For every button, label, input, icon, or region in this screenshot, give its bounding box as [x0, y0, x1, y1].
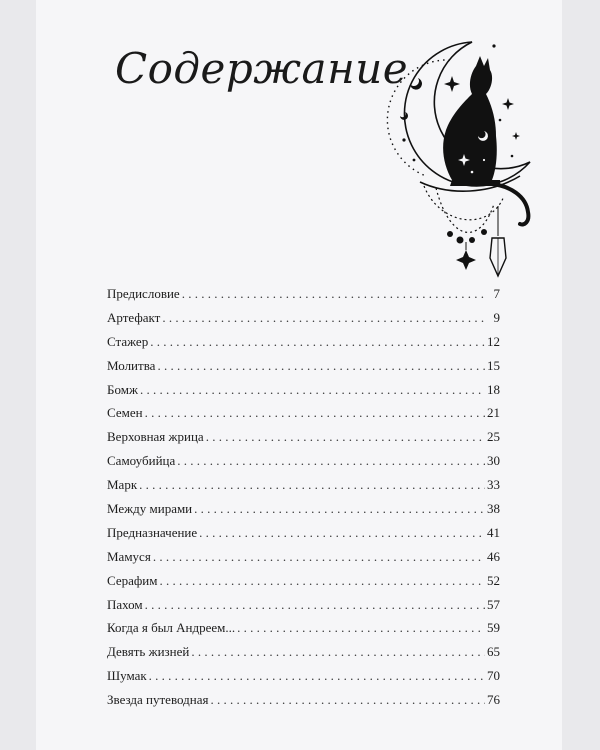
toc-entry-page: 25	[487, 429, 500, 445]
toc-entry[interactable]	[107, 477, 500, 501]
toc-entry-page: 70	[487, 668, 500, 684]
toc-entry-title: Мамуся	[107, 548, 151, 564]
toc-entry[interactable]	[107, 501, 500, 525]
toc-entry-page: 12	[487, 333, 500, 349]
toc-entry[interactable]	[107, 525, 500, 549]
toc-entry-title: Предисловие	[107, 286, 180, 301]
toc-entry[interactable]	[107, 382, 500, 406]
toc-entry-page: 46	[487, 548, 500, 564]
toc-leader-dots	[206, 429, 485, 445]
toc-leader-dots	[162, 310, 488, 326]
toc-entry-title: Пахом	[107, 596, 143, 612]
toc-entry[interactable]	[107, 358, 500, 382]
toc-entry-title: Серафим	[107, 572, 158, 588]
toc-leader-dots	[145, 405, 485, 421]
toc-entry[interactable]	[107, 334, 500, 358]
toc-entry-title: Семен	[107, 405, 143, 421]
toc-leader-dots	[157, 358, 485, 374]
toc-leader-dots	[153, 549, 485, 565]
crescent-moon-cat-icon	[380, 36, 540, 286]
toc-entry-title: Звезда путеводная	[107, 692, 209, 708]
toc-entry-title: Когда я был Андреем...	[107, 620, 236, 636]
toc-leader-dots	[139, 477, 485, 493]
toc-entry-title: Шумак	[107, 668, 147, 684]
toc-leader-dots	[210, 692, 485, 708]
toc-leader-dots	[191, 644, 485, 660]
toc-leader-dots	[199, 525, 485, 541]
toc-entry-page: 9	[493, 309, 500, 325]
toc-entry-title: Бомж	[107, 381, 138, 397]
toc-entry-title: Молитва	[107, 357, 156, 373]
toc-leader-dots	[140, 382, 485, 398]
toc-entry-title: Артефакт	[107, 309, 161, 325]
toc-entry-page: 33	[487, 477, 500, 493]
toc-entry-page: 38	[487, 501, 500, 517]
toc-leader-dots	[159, 573, 485, 589]
toc-entry-page: 52	[487, 572, 500, 588]
toc-entry-page: 57	[487, 596, 500, 612]
toc-entry-title: Стажер	[107, 333, 149, 349]
toc-entry-page: 30	[487, 453, 500, 469]
toc-entry-title: Верховная жрица	[107, 429, 204, 445]
toc-entry-page: 7	[493, 286, 500, 301]
toc-entry[interactable]	[107, 405, 500, 429]
toc-entry[interactable]	[107, 453, 500, 477]
toc-entry-page: 65	[487, 644, 500, 660]
toc-leader-dots	[194, 501, 485, 517]
toc-leader-dots	[150, 334, 485, 350]
toc-leader-dots	[182, 286, 488, 302]
toc-entry-page: 76	[487, 692, 500, 708]
toc-entry[interactable]	[107, 597, 500, 621]
toc-entry[interactable]	[107, 620, 500, 644]
toc-entry[interactable]	[107, 310, 500, 334]
table-of-contents	[107, 286, 500, 716]
toc-entry[interactable]	[107, 644, 500, 668]
toc-entry-page: 15	[487, 357, 500, 373]
toc-entry-page: 21	[487, 405, 500, 421]
toc-leader-dots	[145, 597, 485, 613]
toc-leader-dots	[177, 453, 485, 469]
toc-entry-title: Предназначение	[107, 524, 198, 540]
toc-entry-page: 59	[487, 620, 500, 636]
toc-entry-title: Самоубийца	[107, 453, 176, 469]
toc-entry-page: 18	[487, 381, 500, 397]
toc-entry-page: 41	[487, 524, 500, 540]
toc-leader-dots	[237, 620, 485, 636]
toc-entry[interactable]	[107, 668, 500, 692]
toc-entry[interactable]	[107, 549, 500, 573]
toc-entry-title: Между мирами	[107, 501, 193, 517]
page-title: Содержание	[115, 44, 409, 93]
toc-entry[interactable]	[107, 573, 500, 597]
toc-entry[interactable]	[107, 286, 500, 310]
toc-leader-dots	[149, 668, 485, 684]
toc-entry[interactable]	[107, 692, 500, 716]
toc-entry-title: Девять жизней	[107, 644, 190, 660]
toc-entry-title: Марк	[107, 477, 138, 493]
toc-entry[interactable]	[107, 429, 500, 453]
